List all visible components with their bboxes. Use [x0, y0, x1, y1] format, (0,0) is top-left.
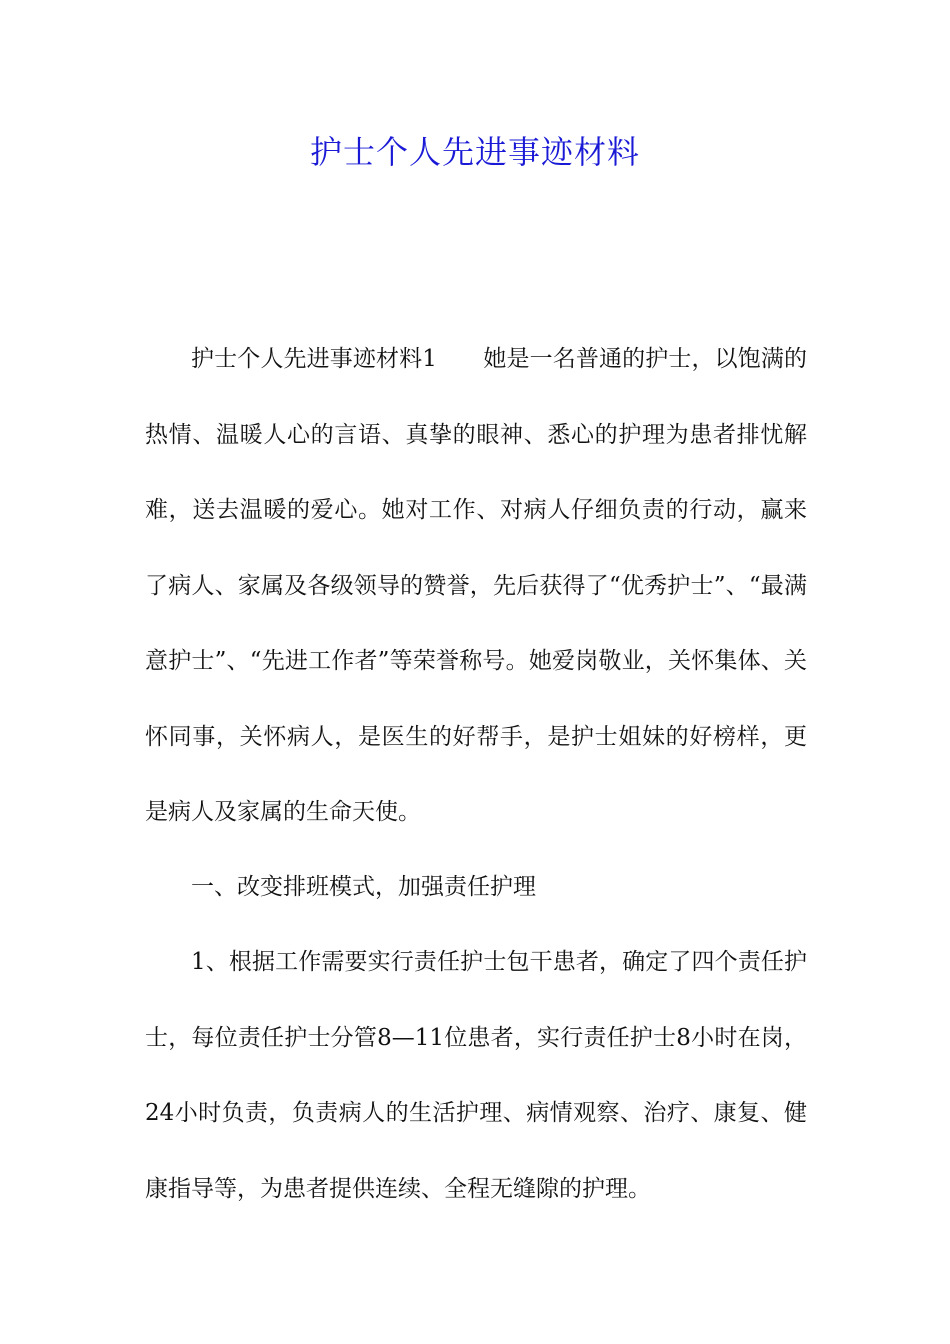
paragraph-text: 1、根据工作需要实行责任护士包干患者，确定了四个责任护士，每位责任护士分管8—11位患者，实行责任护士8小时在岗，24小时负责，负责病人的生活护理、病情观察、治疗、康复、健康指导等，为患者提供连续、全程无缝隙的护理。	[145, 949, 807, 1202]
paragraph-item-1	[145, 925, 807, 1227]
section-heading: 一、改变排班模式，加强责任护理	[191, 874, 536, 900]
paragraph-section-heading	[145, 850, 807, 926]
document-title: 护士个人先进事迹材料	[309, 133, 640, 171]
paragraph-text: 护士个人先进事迹材料1 她是一名普通的护士，以饱满的热情、温暖人心的言语、真挚的眼神、悉心的护理为患者排忧解难，送去温暖的爱心。她对工作、对病人仔细负责的行动，赢来了病人、家属及各级领导的赞誉，先后获得了“优秀护士”、“最满意护士”、“先进工作者”等荣誉称号。她爱岗敬业，关怀集体、关怀同事，关怀病人，是医生的好帮手，是护士姐妹的好榜样，更是病人及家属的生命天使。	[145, 346, 807, 825]
paragraph-intro	[145, 322, 807, 851]
